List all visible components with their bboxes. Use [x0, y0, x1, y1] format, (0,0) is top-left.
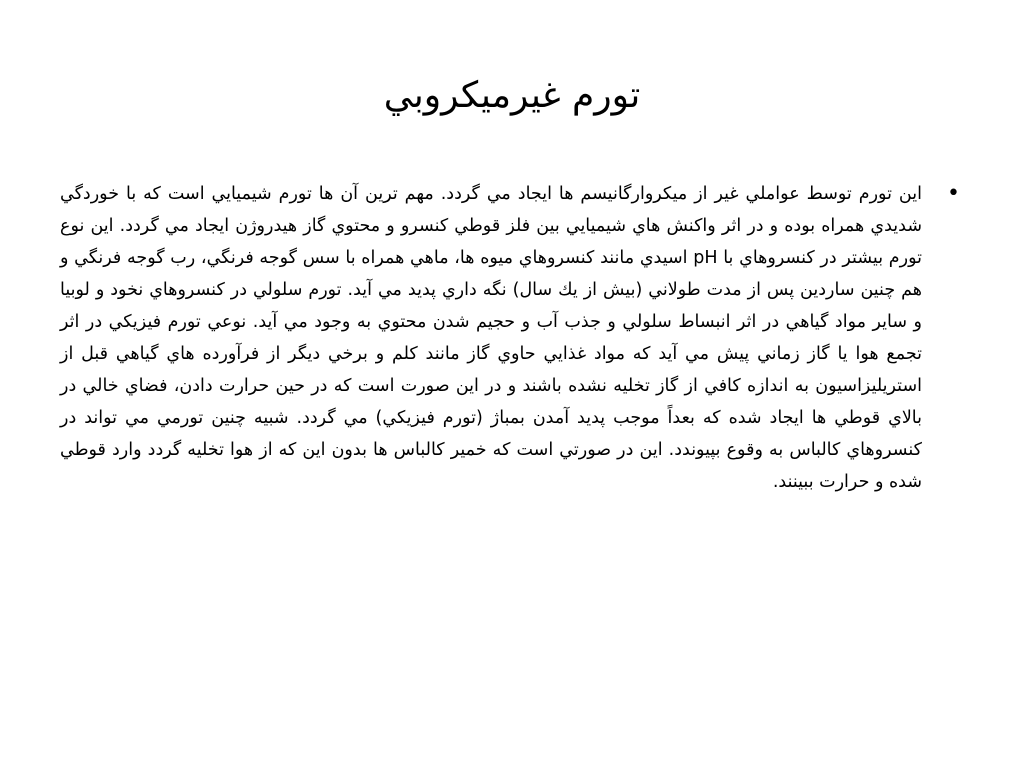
slide-title: تورم غيرميكروبي [383, 75, 641, 116]
slide-content [60, 178, 960, 498]
bullet-icon: • [947, 181, 960, 206]
bullet-item [60, 178, 960, 498]
bullet-text: اين تورم توسط عواملي غير از ميكروارگانيسم ها ايجاد مي گردد. مهم ترين آن ها تورم شيميايي است كه با خوردگي شديدي همراه بوده و در اثر واكنش هاي شيميايي بين فلز قوطي كنسرو و محتوي گاز هيدروژن ايجاد مي گردد. اين نوع تورم بيشتر در كنسروهاي با pH اسيدي مانند كنسروهاي ميوه ها، ماهي همراه با سس گوجه فرنگي، رب گوجه فرنگي و هم چنين ساردين پس از مدت طولاني (بيش از يك سال) نگه داري پديد مي آيد. تورم سلولي در كنسروهاي نخود و لوبيا و ساير مواد گياهي در اثر انبساط سلولي و جذب آب و حجيم شدن محتوي به وجود مي آيد. نوعي تورم فيزيكي در اثر تجمع هوا يا گاز زماني پيش مي آيد كه مواد غذايي حاوي گاز مانند كلم و برخي ديگر از فرآورده هاي گياهي قبل از استريليزاسيون به اندازه كافي از گاز تخليه نشده باشند و در اين صورت است كه در حين حرارت دادن، فضاي خالي در بالاي قوطي ها ايجاد شده كه بعداً موجب پديد آمدن بمباژ (تورم فيزيكي) مي گردد. شبيه چنين تورمي مي تواند در كنسروهاي كالباس به وقوع بپيوندد. اين در صورتي است كه خمير كالباس ها بدون اين كه از هوا تخليه گردد وارد قوطي شده و حرارت ببينند. [60, 184, 922, 492]
